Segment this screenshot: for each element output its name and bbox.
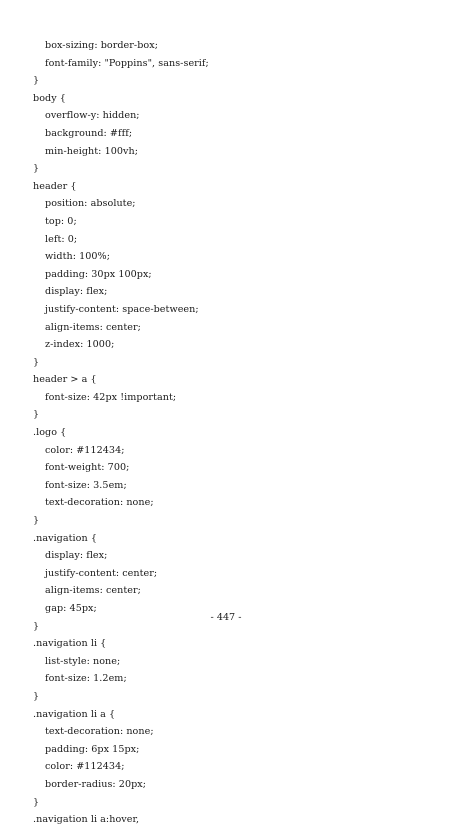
code-line: } xyxy=(33,75,40,87)
code-line: justify-content: center; xyxy=(45,567,158,579)
code-listing xyxy=(33,37,433,829)
code-line: } xyxy=(33,356,40,368)
code-line: header > a { xyxy=(33,374,97,386)
code-line: list-style: none; xyxy=(45,655,121,667)
code-line: justify-content: space-between; xyxy=(45,303,199,315)
code-line: display: flex; xyxy=(45,550,108,562)
code-line: } xyxy=(33,409,40,421)
code-line: min-height: 100vh; xyxy=(45,145,139,157)
code-line: left: 0; xyxy=(45,233,78,245)
code-line: position: absolute; xyxy=(45,198,136,210)
code-line: } xyxy=(33,690,40,702)
code-line: body { xyxy=(33,92,66,104)
code-line: .navigation li a { xyxy=(33,708,116,720)
code-line: font-size: 3.5em; xyxy=(45,479,127,491)
code-line: gap: 45px; xyxy=(45,603,97,614)
code-line: text-decoration: none; xyxy=(45,726,154,738)
code-line: } xyxy=(33,796,40,808)
code-line: align-items: center; xyxy=(45,585,141,597)
code-line: .navigation { xyxy=(33,532,97,544)
code-line: header { xyxy=(33,180,77,192)
code-line: padding: 6px 15px; xyxy=(45,743,140,755)
code-line: width: 100%; xyxy=(45,251,110,263)
code-line: z-index: 1000; xyxy=(45,339,115,351)
code-line: overflow-y: hidden; xyxy=(45,110,140,122)
code-line: font-weight: 700; xyxy=(45,462,130,474)
code-line: align-items: center; xyxy=(45,321,141,333)
code-line: .navigation li { xyxy=(33,638,107,650)
code-line: padding: 30px 100px; xyxy=(45,268,152,280)
code-line: display: flex; xyxy=(45,286,108,298)
page-number: - 447 - xyxy=(210,612,242,623)
code-line: color: #112434; xyxy=(45,761,125,773)
code-line: .logo { xyxy=(33,427,67,439)
code-line: top: 0; xyxy=(45,215,77,227)
code-line: border-radius: 20px; xyxy=(45,778,147,790)
code-line: font-size: 1.2em; xyxy=(45,673,127,685)
code-line: .navigation li a:hover, xyxy=(33,814,140,826)
code-line: color: #112434; xyxy=(45,444,125,456)
code-line: box-sizing: border-box; xyxy=(45,40,158,51)
code-line: } xyxy=(33,515,40,527)
code-line: font-size: 42px !important; xyxy=(45,391,177,403)
code-line: text-decoration: none; xyxy=(45,497,154,509)
code-line: font-family: "Poppins", sans-serif; xyxy=(45,57,209,69)
code-line: background: #fff; xyxy=(45,127,133,139)
code-line: } xyxy=(33,620,40,632)
code-line: } xyxy=(33,163,40,175)
